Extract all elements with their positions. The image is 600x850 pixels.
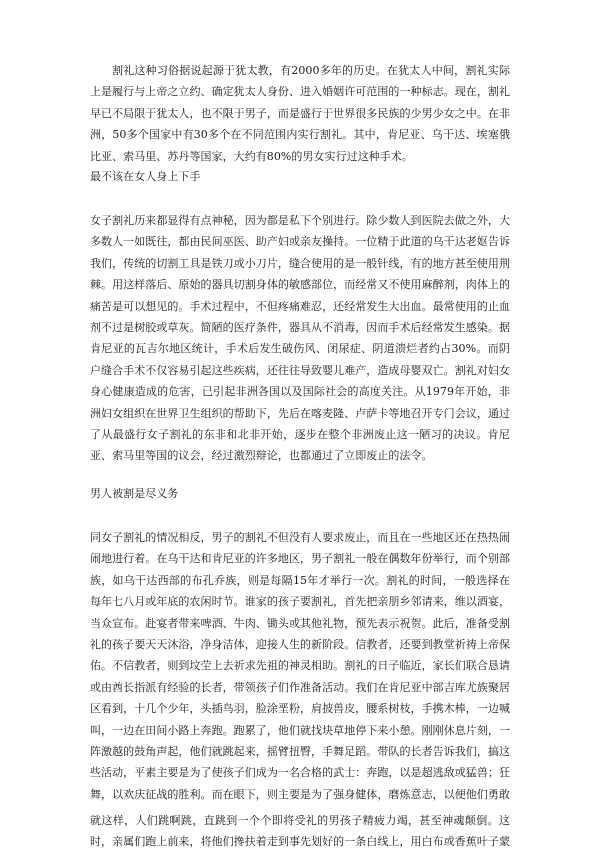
section-heading-female: 最不该在女人身上下手 <box>90 170 201 183</box>
female-circumcision-paragraph: 女子割礼历来都显得有点神秘，因为都是私下个别进行。除少数人到医院去做之外，大多数人一如既往，都由民间巫医、助产妇或亲友操持。一位精于此道的乌干达老妪告诉我们，传统的切割工具是铁刀或小刀片，缝合使用的是一般针线，有的地方甚至使用荆棘。用这样落后、原始的器具切割身体的敏感部位，而经常又不使用麻醉剂，肉体上的痛苦是可以想见的。手术过程中，不但疼痛难忍，还经常发生大出血。最常使用的止血剂不过是树胶或草灰。简陋的医疗条件，器具从不消毒，因而手术后经常发生感染。据肯尼亚的瓦吉尔地区统计，手术后发生破伤风、闭尿症、阴道溃烂者约占30%。而阴户缝合手术不仅容易引起这些疾病，还往往导致婴儿难产，造成母婴双亡。割礼对妇女身心健康造成的危害，已引起非洲各国以及国际社会的高度关注。从1979年开始，非洲妇女组织在世界卫生组织的帮助下，先后在喀麦隆、卢萨卡等地召开专门会议，通过了从最盛行女子割礼的东非和北非开始，逐步在整个非洲废止这一陋习的决议。肯尼亚、索马里等国的议会，经过激烈辩论，也都通过了立即废止的法令。 <box>90 214 510 463</box>
closing-paragraph: 就这样，人们跳啊跳，直跳到一个个即将受礼的男孩子精疲力竭，甚至神魂颠倒。这时，亲属们跑上前来，将他们搀扶着走到事先划好的一条白线上，用白布或香蕉叶子蒙 <box>90 814 510 849</box>
intro-paragraph: 割礼这种习俗据说起源于犹太教，有2000多年的历史。在犹太人中间，割礼实际上是履行与上帝之立约、确定犹太人身份、进入婚姻许可范围的一种标志。现在，割礼早已不局限于犹太人，也不限于男子，而是盛行于世界很多民族的少男少女之中。在非洲，50多个国家中有30多个在不同范围内实行割礼。其中，肯尼亚、乌干达、埃塞俄比亚、索马里、苏丹等国家，大约有80%的男女实行过这种手术。 <box>90 64 510 163</box>
section-heading-male: 男人被割是尽义务 <box>90 487 179 500</box>
male-circumcision-paragraph: 同女子割礼的情况相反，男子的割礼不但没有人要求废止，而且在一些地区还在热热闹闹地进行着。在乌干达和肯尼亚的许多地区，男子割礼一般在偶数年份举行，而个别部族，如乌干达西部的布孔乔族，则是每隔15年才举行一次。割礼的时间，一般选择在每年七八月或年底的农闲时节。谁家的孩子要割礼，首先把亲朋乡邻请来，维以酒宴，当众宣布。赴宴者带来啤酒、牛肉、锄头或其他礼物，预先表示祝贺。此后，准备受割礼的孩子要天天沐浴，净身洁体，迎接人生的新阶段。信教者，还要到教堂祈祷上帝保佑。不信教者，则到坟茔上去祈求先祖的神灵相助。割礼的日子临近，家长们联合恳请或由酋长指派有经验的长者，带领孩子们作准备活动。我们在肯尼亚中部吉库尤族聚居区看到，十几个少年，头插鸟羽，脸涂垩粉，肩披兽皮，腰系树枝，手携木棒，一边喊叫，一边在田间小路上奔跑。跑累了，他们就找块草地停下来小憩。刚刚休息片刻，一阵激越的鼓角声起，他们就跳起来，摇臂扭臀，手舞足蹈。带队的长者告诉我们，搞这些活动，平素主要是为了使孩子们成为一名合格的武士：奔跑，以是超逃敌或猛兽；狂舞，以欢庆征战的胜利。而在眼下，则主要是为了强身健体，磨炼意志，以便他们勇敢 <box>90 531 510 801</box>
